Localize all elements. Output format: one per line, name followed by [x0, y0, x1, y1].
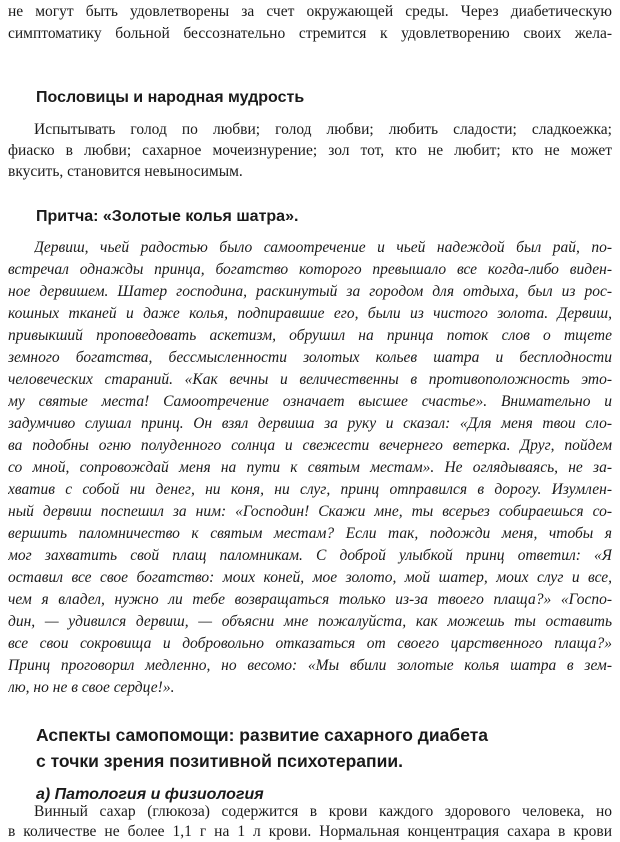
parable-heading: Притча: «Золотые колья шатра». [36, 208, 299, 225]
parable-line-19: все свои сокровища и добровольно отказаться от своего царственного плаща?» [8, 635, 612, 652]
parable-line-16: оставил все свое богатство: моих коней, мое золото, мой шатер, моих слуг и все, [8, 569, 612, 586]
parable-line-1: Дервиш, чьей радостью было самоотречение и чьей надеждой был рай, по- [34, 239, 612, 256]
parable-line-2: встречал однажды принца, богатство которого превышало все когда-либо виден- [8, 261, 612, 278]
parable-line-18: дин, — удивился дервиш, — объясни мне пожалуйста, как можешь ты оставить [8, 613, 612, 630]
parable-line-9: задумчиво слушал принц. Он взял дервиша за руку и сказал: «Для меня твои сло- [8, 415, 612, 432]
parable-line-12: хватив с собой ни денег, ни коня, ни слуг, принц отправился в дорогу. Изумлен- [8, 481, 612, 498]
intro-line-2: симптоматику больной бессознательно стремится к удовлетворению своих жела- [8, 25, 612, 42]
parable-line-21: лю, но не в свое сердце!». [8, 679, 175, 696]
aspects-heading-line-1: Аспекты самопомощи: развитие сахарного диабета [36, 725, 489, 745]
parable-line-17: чем я владел, нужно ли тебе возвращаться только из-за твоего плаща?» «Госпо- [8, 591, 612, 608]
parable-line-15: мог захватить свой плащ паломникам. С доброй улыбкой принц ответил: «Я [8, 547, 612, 564]
parable-line-13: ный дервиш поспешил за ним: «Господин! Скажи мне, ты всерьез собираешься со- [8, 503, 612, 520]
parable-line-4: кошных тканей и даже колья, подпиравшие его, были из чистого золота. Дервиш, [8, 305, 612, 322]
parable-line-8: му святые места! Самоотречение означает высшее счастье». Внимательно и [8, 393, 612, 410]
proverbs-heading: Пословицы и народная мудрость [36, 89, 305, 106]
proverbs-line-2: фиаско в любви; сахарное мочеизнурение; зол тот, кто не любит; кто не может [8, 142, 612, 159]
pathology-line-1: Винный сахар (глюкоза) содержится в крови каждого здорового человека, но [34, 803, 612, 820]
pathology-heading: а) Патология и физиология [36, 786, 264, 803]
intro-line-1: не могут быть удовлетворены за счет окружающей среды. Через диабетическую [8, 3, 612, 20]
proverbs-line-3: вкусить, становится невыносимым. [8, 163, 243, 180]
parable-line-10: ва подобны огню полуденного солнца и свежести вечернего ветерка. Друг, пойдем [8, 437, 612, 454]
proverbs-line-1: Испытывать голод по любви; голод любви; любить сладости; сладкоежка; [34, 121, 612, 138]
parable-line-3: ное дервишем. Шатер господина, раскинутый за городом для отдыха, был из рос- [8, 283, 612, 300]
parable-line-6: земного богатства, бессмысленности золотых кольев шатра и бесплодности [8, 349, 612, 366]
parable-line-11: со мной, сопровождай меня на пути к святым местам». Не оглядываясь, не за- [8, 459, 612, 476]
parable-line-20: Принц проговорил медленно, но весомо: «Мы вбили золотые колья шатра в зем- [8, 657, 612, 674]
parable-line-14: вершить паломничество к святым местам? Если так, подожди меня, чтобы я [8, 525, 612, 542]
pathology-line-2: в количестве не более 1,1 г на 1 л крови. Нормальная концентрация сахара в крови [8, 823, 612, 840]
parable-line-5: привыкший проповедовать аскетизм, обрушил на принца поток слов о тщете [8, 327, 612, 344]
aspects-heading-line-2: с точки зрения позитивной психотерапии. [36, 751, 403, 771]
parable-line-7: человеческих стараний. «Как вечны и величественны в противоположность это- [8, 371, 612, 388]
